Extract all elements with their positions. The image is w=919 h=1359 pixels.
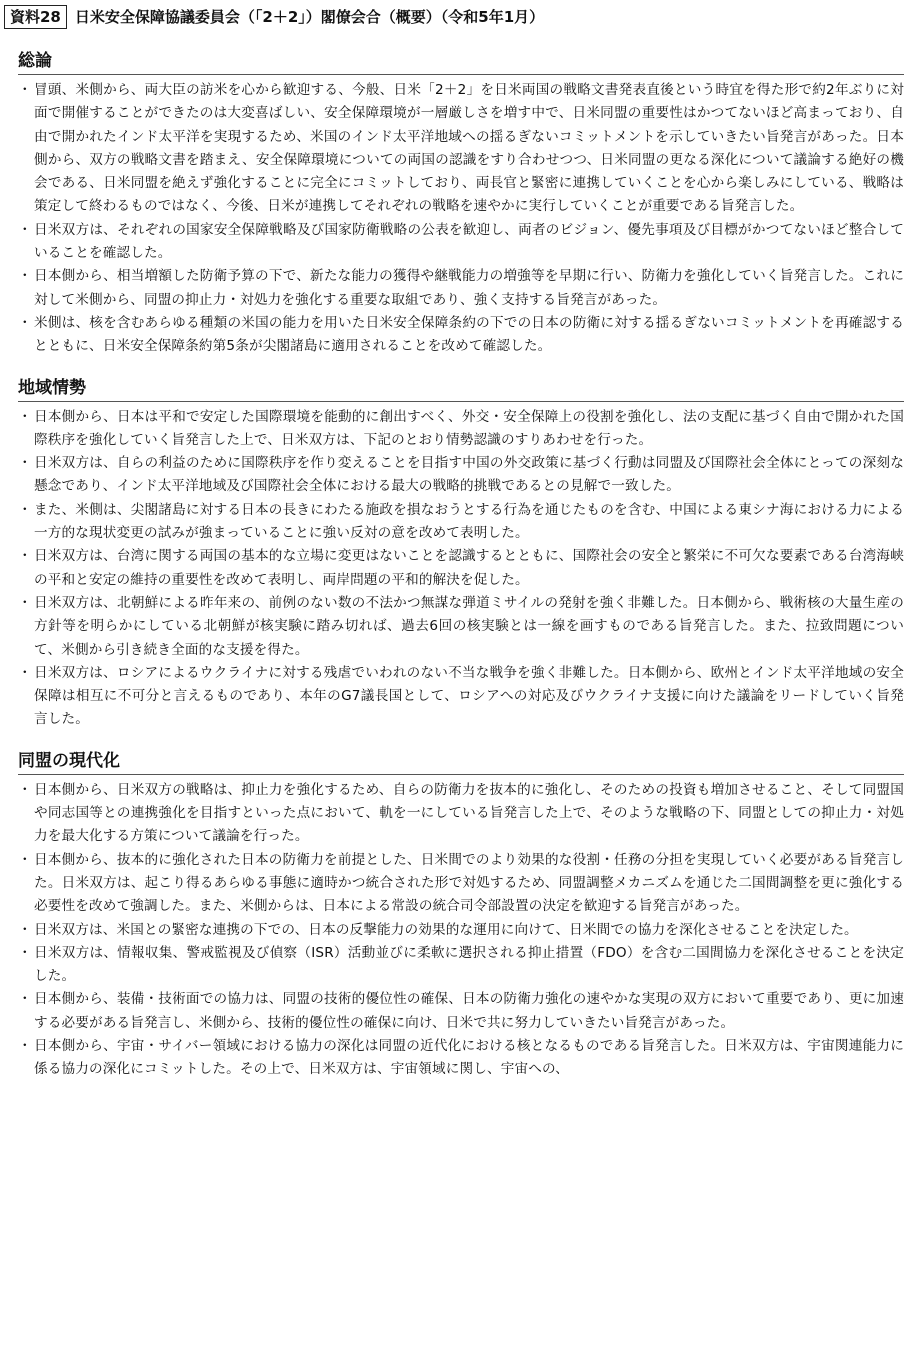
bullet-item: ・ 日米双方は、情報収集、警戒監視及び偵察（ISR）活動並びに柔軟に選択される抑止措置（FDO）を含む二国間協力を深化させることを決定した。	[18, 942, 904, 989]
bullet-item: ・ 日米双方は、自らの利益のために国際秩序を作り変えることを目指す中国の外交政策に基づく行動は同盟及び国際社会全体にとっての深刻な懸念であり、インド太平洋地域及び国際社会全体における最大の戦略的挑戦であるとの見解で一致した。	[18, 452, 904, 499]
section-alliance-modernization	[18, 750, 904, 1082]
section-heading: 地域情勢	[18, 377, 904, 402]
document-title: 日米安全保障協議委員会（「2＋2」）閣僚会合（概要）（令和5年1月）	[74, 8, 545, 26]
document-body	[18, 50, 904, 1100]
section-regional-situation	[18, 377, 904, 732]
bullet-list	[18, 779, 904, 1082]
section-heading: 総論	[18, 50, 904, 75]
bullet-item: ・ 米側は、核を含むあらゆる種類の米国の能力を用いた日米安全保障条約の下での日本の防衛に対する揺るぎないコミットメントを再確認するとともに、日米安全保障条約第5条が尖閣諸島に適用されることを改めて確認した。	[18, 312, 904, 359]
bullet-list	[18, 79, 904, 359]
section-general	[18, 50, 904, 359]
bullet-item: ・ 日米双方は、北朝鮮による昨年来の、前例のない数の不法かつ無謀な弾道ミサイルの発射を強く非難した。日本側から、戦術核の大量生産の方針等を明らかにしている北朝鮮が核実験に踏み切れば、過去6回の核実験とは一線を画すものである旨発言した。また、拉致問題について、米側から引き続き全面的な支援を得た。	[18, 592, 904, 662]
bullet-item: ・ 日本側から、抜本的に強化された日本の防衛力を前提とした、日米間でのより効果的な役割・任務の分担を実現していく必要がある旨発言した。日米双方は、起こり得るあらゆる事態に適時かつ統合された形で対処するため、同盟調整メカニズムを通じた二国間調整を更に強化する必要性を改めて強調した。また、米側からは、日本による常設の統合司令部設置の決定を歓迎する旨発言があった。	[18, 849, 904, 919]
bullet-item: ・ 日本側から、相当増額した防衛予算の下で、新たな能力の獲得や継戦能力の増強等を早期に行い、防衛力を強化していく旨発言した。これに対して米側から、同盟の抑止力・対処力を強化する重要な取組であり、強く支持する旨発言があった。	[18, 265, 904, 312]
bullet-item: ・ 日本側から、日米双方の戦略は、抑止力を強化するため、自らの防衛力を抜本的に強化し、そのための投資も増加させること、そして同盟国や同志国等との連携強化を目指すといった点において、軌を一にしている旨発言した上で、そのような戦略の下、同盟としての抑止力・対処力を最大化する方策について議論を行った。	[18, 779, 904, 849]
bullet-item: ・ 日本側から、装備・技術面での協力は、同盟の技術的優位性の確保、日本の防衛力強化の速やかな実現の双方において重要であり、更に加速する必要がある旨発言し、米側から、技術的優位性の確保に向け、日米で共に努力していきたい旨発言があった。	[18, 988, 904, 1035]
bullet-item: ・ 日本側から、日本は平和で安定した国際環境を能動的に創出すべく、外交・安全保障上の役割を強化し、法の支配に基づく自由で開かれた国際秩序を強化していく旨発言した上で、日米双方は、下記のとおり情勢認識のすりあわせを行った。	[18, 406, 904, 453]
bullet-item: ・ 冒頭、米側から、両大臣の訪米を心から歓迎する、今般、日米「2＋2」を日米両国の戦略文書発表直後という時宜を得た形で約2年ぶりに対面で開催することができたのは大変喜ばしい、安全保障環境が一層厳しさを増す中で、日米同盟の重要性はかつてないほど高まっており、自由で開かれたインド太平洋を実現するため、米国のインド太平洋地域への揺るぎないコミットメントを示していきたい旨発言があった。日本側から、双方の戦略文書を踏まえ、安全保障環境についての両国の認識をすり合わせつつ、日米同盟の更なる深化について議論する絶好の機会である、日米同盟を絶えず強化することに完全にコミットしており、両長官と緊密に連携していくことを心から楽しみにしている、戦略は策定して終わるものではなく、今後、日米が連携してそれぞれの戦略を速やかに実行していくことが重要である旨発言した。	[18, 79, 904, 219]
bullet-item: ・ 日本側から、宇宙・サイバー領域における協力の深化は同盟の近代化における核となるものである旨発言した。日米双方は、宇宙関連能力に係る協力の深化にコミットした。その上で、日米双方は、宇宙領域に関し、宇宙への、	[18, 1035, 904, 1082]
bullet-item: ・ 日米双方は、台湾に関する両国の基本的な立場に変更はないことを認識するとともに、国際社会の安全と繁栄に不可欠な要素である台湾海峡の平和と安定の維持の重要性を改めて表明し、両岸問題の平和的解決を促した。	[18, 545, 904, 592]
bullet-item: ・ 日米双方は、ロシアによるウクライナに対する残虐でいわれのない不当な戦争を強く非難した。日本側から、欧州とインド太平洋地域の安全保障は相互に不可分と言えるものであり、本年のG7議長国として、ロシアへの対応及びウクライナ支援に向けた議論をリードしていく旨発言した。	[18, 662, 904, 732]
bullet-item: ・ 日米双方は、それぞれの国家安全保障戦略及び国家防衛戦略の公表を歓迎し、両者のビジョン、優先事項及び目標がかつてないほど整合していることを確認した。	[18, 219, 904, 266]
bullet-list	[18, 406, 904, 732]
bullet-item: ・ 日米双方は、米国との緊密な連携の下での、日本の反撃能力の効果的な運用に向けて、日米間での協力を深化させることを決定した。	[18, 919, 904, 942]
document-number-label: 資料28	[4, 5, 67, 29]
bullet-item: ・ また、米側は、尖閣諸島に対する日本の長きにわたる施政を損なおうとする行為を通じたものを含む、中国による東シナ海における力による一方的な現状変更の試みが強まっていることに強い反対の意を改めて表明した。	[18, 499, 904, 546]
document-header	[4, 4, 544, 30]
section-heading: 同盟の現代化	[18, 750, 904, 775]
